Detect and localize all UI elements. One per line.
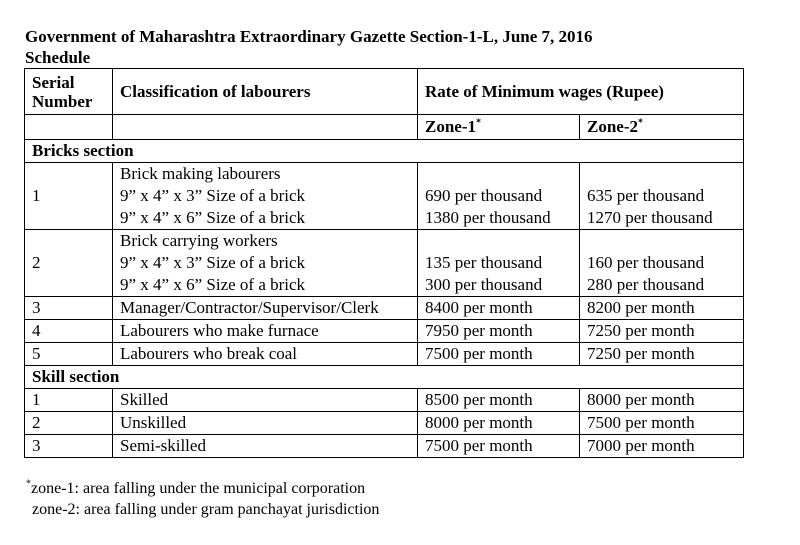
zone-2-cell: 7500 per month bbox=[580, 412, 744, 435]
classification-line: Brick carrying workers bbox=[120, 231, 278, 250]
rate-line: 135 per thousand bbox=[425, 253, 543, 272]
zone-2-cell: 8000 per month bbox=[580, 389, 744, 412]
classification-cell: Skilled bbox=[113, 389, 418, 412]
classification-cell: Semi-skilled bbox=[113, 435, 418, 458]
zone-empty-cell-2 bbox=[113, 115, 418, 140]
classification-line: 9” x 4” x 3” Size of a brick bbox=[120, 186, 306, 205]
zone-2-cell: 7250 per month bbox=[580, 343, 744, 366]
table-header-row bbox=[25, 69, 744, 115]
zone-2-label: Zone-2 bbox=[587, 117, 638, 136]
zone-2-mark: * bbox=[638, 117, 643, 129]
table-row bbox=[25, 389, 744, 412]
section-title-skill: Skill section bbox=[25, 366, 744, 389]
table-row bbox=[25, 230, 744, 297]
zone-1-cell: 7500 per month bbox=[418, 343, 580, 366]
classification-line: 9” x 4” x 3” Size of a brick bbox=[120, 253, 306, 272]
table-row bbox=[25, 163, 744, 230]
zone-empty-cell-1 bbox=[25, 115, 113, 140]
serial-cell: 2 bbox=[25, 412, 113, 435]
classification-cell bbox=[113, 230, 418, 297]
zone-1-cell: 8400 per month bbox=[418, 297, 580, 320]
serial-cell: 4 bbox=[25, 320, 113, 343]
rate-line bbox=[425, 230, 579, 252]
classification-line: 9” x 4” x 6” Size of a brick bbox=[120, 275, 306, 294]
header-classification: Classification of labourers bbox=[113, 69, 418, 115]
classification-line: Brick making labourers bbox=[120, 164, 281, 183]
section-row-skill bbox=[25, 366, 744, 389]
serial-cell: 2 bbox=[25, 230, 113, 297]
page-title: Government of Maharashtra Extraordinary Gazette Section-1-L, June 7, 2016 bbox=[25, 27, 593, 46]
footnote-zone-1 bbox=[26, 479, 365, 499]
serial-cell: 1 bbox=[25, 389, 113, 412]
zone-1-cell bbox=[418, 163, 580, 230]
rate-line: 1380 per thousand bbox=[425, 208, 551, 227]
header-rate: Rate of Minimum wages (Rupee) bbox=[418, 69, 744, 115]
serial-cell: 3 bbox=[25, 435, 113, 458]
table-row bbox=[25, 297, 744, 320]
classification-cell: Unskilled bbox=[113, 412, 418, 435]
table-row bbox=[25, 320, 744, 343]
table-row bbox=[25, 412, 744, 435]
rate-line: 690 per thousand bbox=[425, 186, 543, 205]
zone-1-cell: 8500 per month bbox=[418, 389, 580, 412]
zone-header-row bbox=[25, 115, 744, 140]
serial-cell: 5 bbox=[25, 343, 113, 366]
rate-line: 160 per thousand bbox=[587, 253, 705, 272]
table-row bbox=[25, 343, 744, 366]
rate-line: 300 per thousand bbox=[425, 275, 543, 294]
footnote-zone-2: zone-2: area falling under gram panchayat jurisdiction bbox=[32, 501, 380, 518]
serial-cell: 1 bbox=[25, 163, 113, 230]
footnote-mark: * bbox=[26, 478, 31, 490]
zone-2-cell: 7250 per month bbox=[580, 320, 744, 343]
serial-cell: 3 bbox=[25, 297, 113, 320]
zone-1-label: Zone-1 bbox=[425, 117, 476, 136]
classification-line: 9” x 4” x 6” Size of a brick bbox=[120, 208, 306, 227]
classification-cell bbox=[113, 163, 418, 230]
rate-line: 280 per thousand bbox=[587, 275, 705, 294]
rate-line bbox=[587, 163, 743, 185]
classification-cell: Labourers who make furnace bbox=[113, 320, 418, 343]
section-row-bricks bbox=[25, 140, 744, 163]
zone-1-cell bbox=[418, 230, 580, 297]
header-serial-number: Serial Number bbox=[25, 69, 113, 115]
classification-cell: Labourers who break coal bbox=[113, 343, 418, 366]
zone-2-cell bbox=[580, 163, 744, 230]
rate-line: 1270 per thousand bbox=[587, 208, 713, 227]
zone-1-mark: * bbox=[476, 117, 481, 129]
rate-line bbox=[587, 230, 743, 252]
zone-2-cell: 7000 per month bbox=[580, 435, 744, 458]
zone-1-cell: 7500 per month bbox=[418, 435, 580, 458]
header-zone-1 bbox=[418, 115, 580, 140]
schedule-heading: Schedule bbox=[25, 48, 91, 67]
classification-cell: Manager/Contractor/Supervisor/Clerk bbox=[113, 297, 418, 320]
table-row bbox=[25, 435, 744, 458]
wages-table bbox=[24, 68, 744, 458]
rate-line bbox=[425, 163, 579, 185]
zone-1-cell: 8000 per month bbox=[418, 412, 580, 435]
footnote-zone-1-text: zone-1: area falling under the municipal corporation bbox=[31, 480, 366, 497]
zone-2-cell bbox=[580, 230, 744, 297]
zone-2-cell: 8200 per month bbox=[580, 297, 744, 320]
header-zone-2 bbox=[580, 115, 744, 140]
rate-line: 635 per thousand bbox=[587, 186, 705, 205]
section-title-bricks: Bricks section bbox=[25, 140, 744, 163]
zone-1-cell: 7950 per month bbox=[418, 320, 580, 343]
